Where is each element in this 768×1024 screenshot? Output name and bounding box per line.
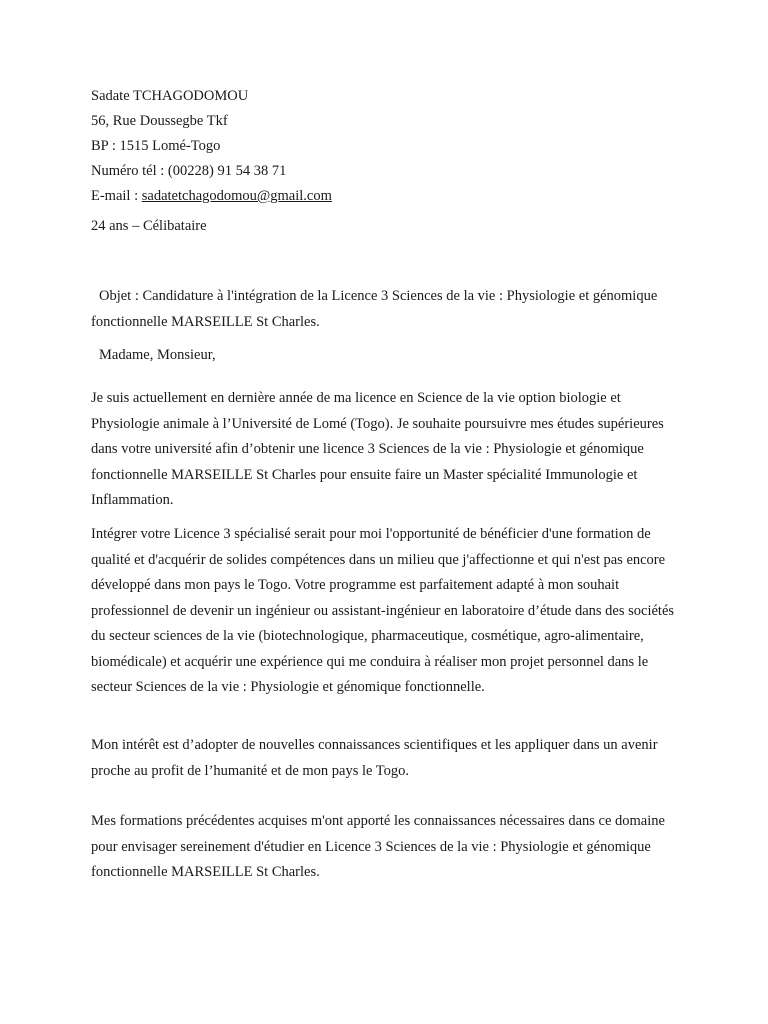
letter-paragraph-2: Intégrer votre Licence 3 spécialisé serait pour moi l'opportunité de bénéficier d'une formation de qualité et d'acquérir de solides compétences dans un milieu que j'affectionne et qui n'est pas encore développé dans mon pays le Togo. Votre programme est parfaitement adapté à mon souhait professionnel de devenir un ingénieur ou assistant-ingénieur en laboratoire d’étude dans des sociétés du secteur sciences de la vie (biotechnologique, pharmaceutique, cosmétique, agro-alimentaire, biomédicale) et acquérir une expérience qui me conduira à réaliser mon projet personnel dans le secteur Sciences de la vie : Physiologie et génomique fonctionnelle. (91, 526, 675, 695)
letter-greeting: Madame, Monsieur, (99, 347, 216, 363)
sender-name: Sadate TCHAGODOMOU (91, 88, 249, 104)
sender-age-status: 24 ans – Célibataire (91, 218, 207, 234)
email-label: E-mail : (91, 188, 142, 204)
sender-email-line (91, 184, 332, 209)
letter-paragraph-1: Je suis actuellement en dernière année de ma licence en Science de la vie option biologie et Physiologie animale à l’Université de Lomé (Togo). Je souhaite poursuivre mes études supérieures dans votre université afin d’obtenir une licence 3 Sciences de la vie : Physiologie et génomique fonctionnelle MARSEILLE St Charles pour ensuite faire un Master spécialité Immunologie et Inflammation. (91, 390, 664, 508)
sender-address: 56, Rue Doussegbe Tkf (91, 113, 228, 129)
sender-block (91, 84, 332, 239)
letter-paragraph-4: Mes formations précédentes acquises m'ont apporté les connaissances nécessaires dans ce domaine pour envisager sereinement d'étudier en Licence 3 Sciences de la vie : Physiologie et génomique fonctionnelle MARSEILLE St Charles. (91, 813, 665, 880)
email-link[interactable]: sadatetchagodomou@gmail.com (141, 188, 332, 204)
letter-paragraph-3: Mon intérêt est d’adopter de nouvelles connaissances scientifiques et les appliquer dans un avenir proche au profit de l’humanité et de mon pays le Togo. (91, 737, 658, 779)
sender-phone: Numéro tél : (00228) 91 54 38 71 (91, 163, 287, 179)
sender-bp: BP : 1515 Lomé-Togo (91, 138, 221, 154)
letter-subject: Objet : Candidature à l'intégration de la Licence 3 Sciences de la vie : Physiologie et génomique fonctionnelle MARSEILLE St Charles. (91, 288, 658, 330)
